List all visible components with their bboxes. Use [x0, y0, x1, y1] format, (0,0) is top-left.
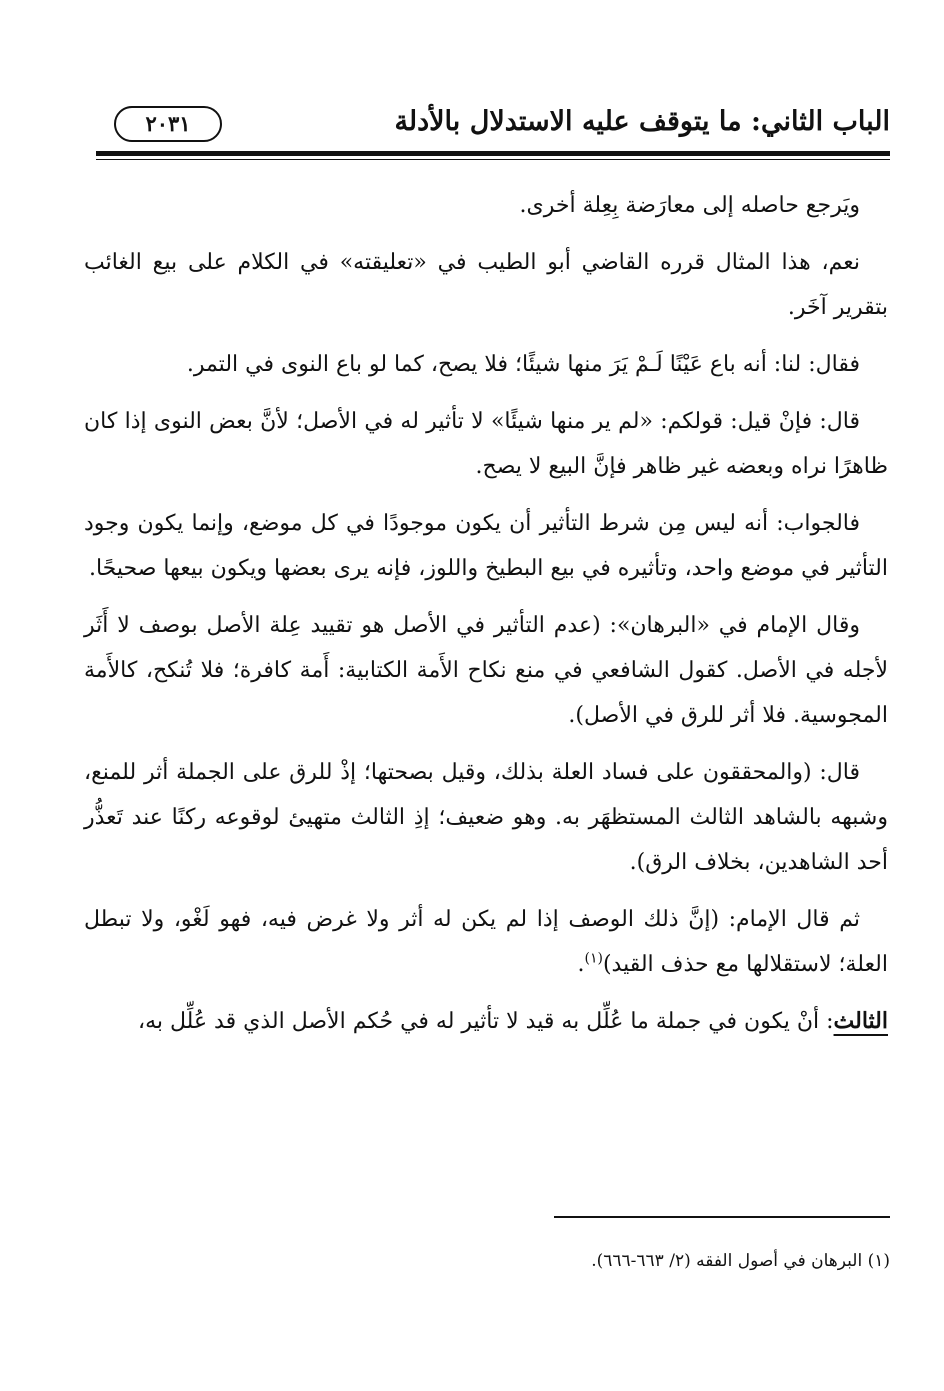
footnote-reference: (١): [584, 950, 603, 967]
section-label-third: الثالث: [833, 1008, 888, 1034]
paragraph-6: وقال الإمام في «البرهان»: (عدم التأثير في الأصل هو تقييد عِلة الأصل بوصف لا أَثَر لأجله في الأصل. كقول الشافعي في منع نكاح الأَمة الكتابية: أَمة كافرة؛ فلا تُنكح، كالأَمة المجوسية. فلا أثر للرق في الأصل).: [84, 613, 888, 728]
paragraph-3: فقال: لنا: أنه باع عَيْنًا لَـمْ يَرَ منها شيئًا؛ فلا يصح، كما لو باع النوى في التمر.: [186, 352, 860, 377]
paragraph-4: قال: فإنْ قيل: قولكم: «لم ير منها شيئًا» لا تأثير له في الأصل؛ لأنَّ بعض النوى إذا كان ظاهرًا نراه وبعضه غير ظاهر فإنَّ البيع لا يصح.: [84, 409, 888, 479]
page-number: ٢٠٣١: [114, 106, 222, 142]
chapter-title: الباب الثاني: ما يتوقف عليه الاستدلال بالأدلة: [394, 106, 890, 137]
paragraph-9-text: : أنْ يكون في جملة ما عُلِّل به قيد لا تأثير له في حُكم الأصل الذي قد عُلِّل به،: [137, 1009, 834, 1034]
paragraph-7: قال: (والمحققون على فساد العلة بذلك، وقيل بصحتها؛ إذْ للرق على الجملة أثر للمنع، وشبهه بالشاهد الثالث المستظهَر به. وهو ضعيف؛ إذِ الثالث متهيئ لوقوعه ركنًا عند تَعذُّر أحد الشاهدين، بخلاف الرق).: [84, 760, 888, 875]
header-rule-thick: [96, 151, 890, 156]
paragraph-8-text: ثم قال الإمام: (إنَّ ذلك الوصف إذا لم يكن له أثر ولا غرض فيه، فهو لَغْو، ولا تبطل العلة؛ لاستقلالها مع حذف القيد): [84, 907, 888, 977]
header-rule-thin: [96, 159, 890, 160]
paragraph-2: نعم، هذا المثال قرره القاضي أبو الطيب في «تعليقته» في الكلام على بيع الغائب بتقرير آخَر.: [84, 250, 888, 320]
paragraph-5: فالجواب: أنه ليس مِن شرط التأثير أن يكون موجودًا في كل موضع، وإنما يكون وجود التأثير في موضع واحد، وتأثيره في بيع البطيخ واللوز، فإنه يرى بعضها ويكون بيعها صحيحًا.: [84, 511, 888, 581]
paragraph-1: ويَرجع حاصله إلى معارَضة بِعِلة أخرى.: [519, 193, 860, 218]
paragraph-8: [84, 897, 888, 987]
paragraph-9: [84, 999, 888, 1044]
page-header: [96, 102, 890, 148]
paragraph-8-end: .: [577, 952, 585, 977]
footnote: (١) البرهان في أصول الفقه (٢/ ٦٦٣-٦٦٦).: [591, 1251, 890, 1271]
footnote-separator: [554, 1216, 890, 1218]
main-text: [84, 183, 888, 1056]
